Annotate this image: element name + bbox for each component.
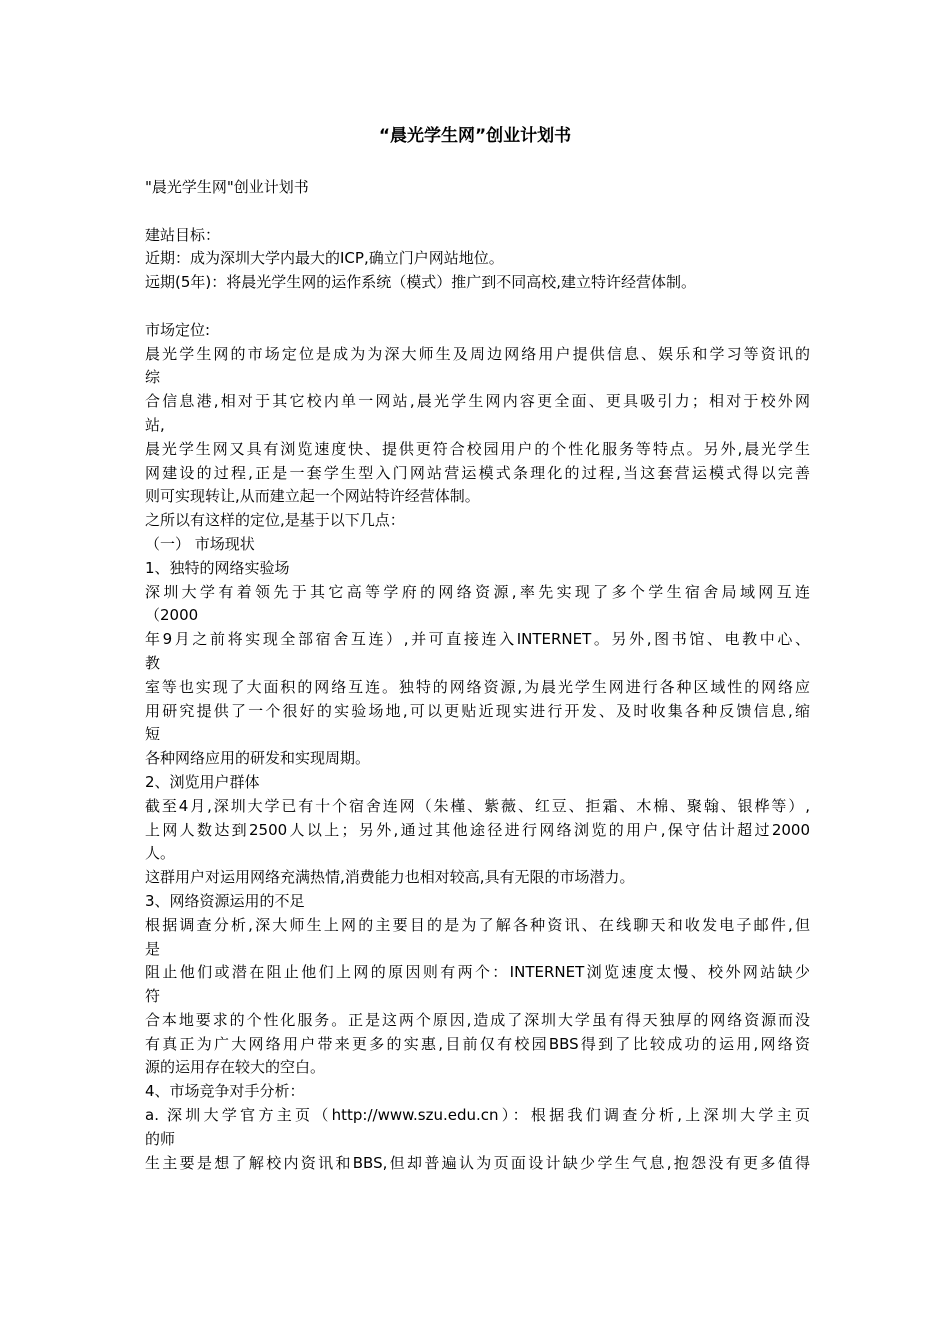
- text-line: 3、网络资源运用的不足: [145, 891, 305, 910]
- text-line: 年9月之前将实现全部宿舍互连）,并可直接连入INTERNET。另外,图书馆、电教中心、: [145, 630, 810, 649]
- text-line: 是: [145, 939, 161, 958]
- text-line: 源的运用存在较大的空白。: [145, 1058, 326, 1077]
- text-line: 近期：成为深圳大学内最大的ICP,确立门户网站地位。: [145, 249, 504, 268]
- text-line: 各种网络应用的研发和实现周期。: [145, 749, 371, 768]
- text-line: 1、独特的网络实验场: [145, 558, 290, 577]
- text-line: 远期(5年)：将晨光学生网的运作系统（模式）推广到不同高校,建立特许经营体制。: [145, 273, 697, 292]
- document-body: [145, 176, 810, 1175]
- text-line: "晨光学生网"创业计划书: [145, 178, 309, 196]
- text-line: 合信息港,相对于其它校内单一网站,晨光学生网内容更全面、更具吸引力；相对于校外网: [145, 392, 810, 411]
- text-line: 有真正为广大网络用户带来更多的实惠,目前仅有校园BBS得到了比较成功的运用,网络资: [145, 1034, 810, 1053]
- text-line: 建站目标：: [145, 225, 221, 244]
- text-line: 截至4月,深圳大学已有十个宿舍连网（朱槿、紫薇、红豆、拒霜、木棉、聚翰、银桦等）,: [145, 796, 810, 815]
- text-line: 2、浏览用户群体: [145, 772, 260, 791]
- document-title: “晨光学生网”创业计划书: [378, 126, 572, 146]
- text-line: 深圳大学有着领先于其它高等学府的网络资源,率先实现了多个学生宿舍局域网互连: [145, 582, 810, 601]
- text-line: 的师: [145, 1129, 176, 1148]
- text-line: 则可实现转让,从而建立起一个网站特许经营体制。: [145, 487, 480, 506]
- text-line: 上网人数达到2500人以上；另外,通过其他途径进行网络浏览的用户,保守估计超过2000: [145, 820, 810, 839]
- text-line: 晨光学生网又具有浏览速度快、提供更符合校园用户的个性化服务等特点。另外,晨光学生: [145, 439, 810, 458]
- text-line: 晨光学生网的市场定位是成为为深大师生及周边网络用户提供信息、娱乐和学习等资讯的: [145, 344, 810, 363]
- text-line: 站,: [145, 415, 165, 434]
- text-line: 4、市场竞争对手分析：: [145, 1082, 305, 1101]
- blank-line: [145, 200, 810, 224]
- text-line: 合本地要求的个性化服务。正是这两个原因,造成了深圳大学虽有得天独厚的网络资源而没: [145, 1010, 810, 1029]
- text-line: 之所以有这样的定位,是基于以下几点：: [145, 511, 405, 530]
- text-line: 阻止他们或潜在阻止他们上网的原因则有两个：INTERNET浏览速度太慢、校外网站缺少: [145, 963, 810, 982]
- text-line: 用研究提供了一个很好的实验场地,可以更贴近现实进行开发、及时收集各种反馈信息,缩: [145, 701, 810, 720]
- text-line: （一） 市场现状: [145, 534, 255, 553]
- text-line: 教: [145, 653, 161, 672]
- text-line: （2000: [145, 606, 199, 625]
- text-line: 室等也实现了大面积的网络互连。独特的网络资源,为晨光学生网进行各种区域性的网络应: [145, 677, 810, 696]
- text-line: 生主要是想了解校内资讯和BBS,但却普遍认为页面设计缺少学生气息,抱怨没有更多值得: [145, 1153, 810, 1172]
- text-line: 这群用户对运用网络充满热情,消费能力也相对较高,具有无限的市场潜力。: [145, 868, 635, 887]
- text-line: 短: [145, 725, 161, 744]
- text-line: 根据调查分析,深大师生上网的主要目的是为了解各种资讯、在线聊天和收发电子邮件,但: [145, 915, 810, 934]
- text-line: 符: [145, 987, 161, 1006]
- text-line: a. 深圳大学官方主页（http://www.szu.edu.cn）：根据我们调查分析,上深圳大学主页: [145, 1106, 810, 1125]
- text-line: 市场定位:: [145, 320, 211, 339]
- text-line: 人。: [145, 844, 176, 863]
- blank-line: [145, 295, 810, 319]
- text-line: 网建设的过程,正是一套学生型入门网站营运模式条理化的过程,当这套营运模式得以完善: [145, 463, 810, 482]
- text-line: 综: [145, 368, 161, 387]
